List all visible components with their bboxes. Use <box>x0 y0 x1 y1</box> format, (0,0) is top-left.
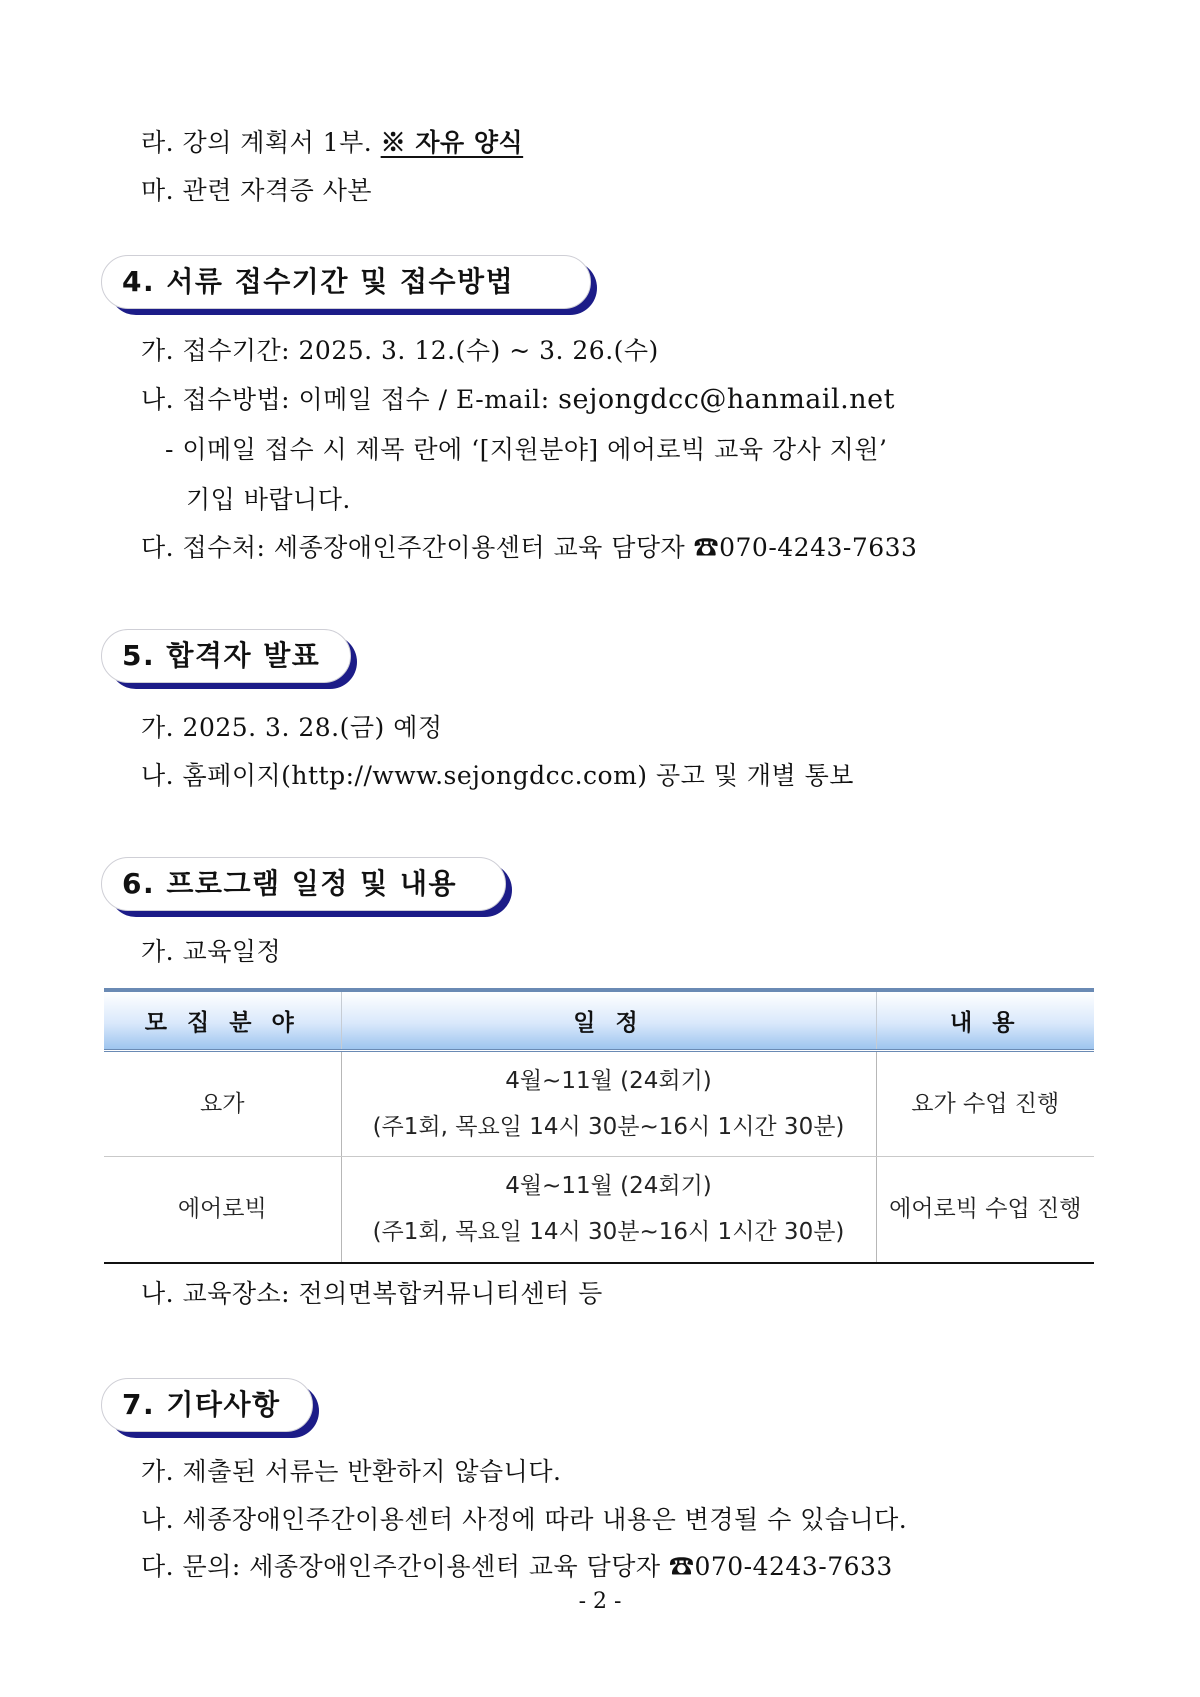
cell-schedule: 4월~11월 (24회기) (주1회, 목요일 14시 30분~16시 1시간 30분) <box>341 1051 876 1157</box>
section-4-heading: 4. 서류 접수기간 및 접수방법 <box>101 255 591 309</box>
table-row <box>104 1157 1094 1263</box>
item-lecture-plan: 라. 강의 계획서 1부. ※ 자유 양식 <box>141 128 524 157</box>
section-6-heading: 6. 프로그램 일정 및 내용 <box>101 857 506 911</box>
free-format-note: ※ 자유 양식 <box>380 128 524 157</box>
cell-field: 요가 <box>104 1051 341 1157</box>
application-place: 다. 접수처: 세종장애인주간이용센터 교육 담당자 ☎070-4243-7633 <box>141 533 918 562</box>
schedule-label: 가. 교육일정 <box>141 937 282 966</box>
cell-content: 요가 수업 진행 <box>876 1051 1094 1157</box>
section-7-heading: 7. 기타사항 <box>101 1378 313 1432</box>
announcement-date: 가. 2025. 3. 28.(금) 예정 <box>141 713 443 742</box>
education-place: 나. 교육장소: 전의면복합커뮤니티센터 등 <box>141 1279 603 1308</box>
page-number: - 2 - <box>578 1589 622 1614</box>
email-subject-note: - 이메일 접수 시 제목 란에 ‘[지원분야] 에어로빅 교육 강사 지원’ <box>165 435 888 464</box>
schedule-table <box>104 988 1094 1264</box>
email-address[interactable]: sejongdcc@hanmail.net <box>558 384 895 415</box>
header-schedule: 일 정 <box>341 990 876 1051</box>
application-method: 나. 접수방법: 이메일 접수 / E-mail: sejongdcc@hanmail.net <box>141 384 895 415</box>
item-certificate: 마. 관련 자격증 사본 <box>141 176 372 205</box>
header-content: 내 용 <box>876 990 1094 1051</box>
announcement-method: 나. 홈페이지(http://www.sejongdcc.com) 공고 및 개별 통보 <box>141 761 854 790</box>
application-period: 가. 접수기간: 2025. 3. 12.(수) ~ 3. 26.(수) <box>141 336 659 365</box>
header-field: 모 집 분 야 <box>104 990 341 1051</box>
misc-content-may-change: 나. 세종장애인주간이용센터 사정에 따라 내용은 변경될 수 있습니다. <box>141 1505 908 1534</box>
email-subject-note-cont: 기입 바랍니다. <box>186 485 351 514</box>
table-row <box>104 1051 1094 1157</box>
cell-content: 에어로빅 수업 진행 <box>876 1157 1094 1263</box>
misc-inquiry: 다. 문의: 세종장애인주간이용센터 교육 담당자 ☎070-4243-7633 <box>141 1552 893 1581</box>
cell-schedule: 4월~11월 (24회기) (주1회, 목요일 14시 30분~16시 1시간 30분) <box>341 1157 876 1263</box>
cell-field: 에어로빅 <box>104 1157 341 1263</box>
misc-documents-not-returned: 가. 제출된 서류는 반환하지 않습니다. <box>141 1457 562 1486</box>
section-5-heading: 5. 합격자 발표 <box>101 629 351 683</box>
